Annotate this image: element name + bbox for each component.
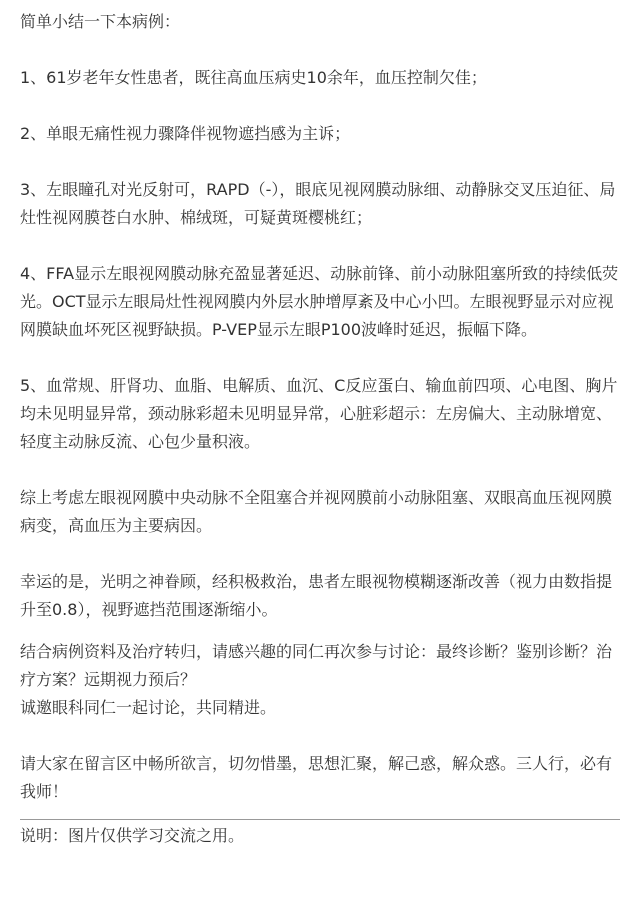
- invitation-text: 诚邀眼科同仁一起讨论，共同精进。: [20, 698, 277, 717]
- spacer: [20, 456, 620, 484]
- summary-heading: 简单小结一下本病例：: [20, 12, 181, 31]
- article-body: [20, 8, 620, 850]
- diagnosis-summary: 综上考虑左眼视网膜中央动脉不全阻塞合并视网膜前小动脉阻塞、双眼高血压视网膜病变，高血压为主要病因。: [20, 488, 613, 535]
- spacer: [20, 92, 620, 120]
- case-point-2: 2、单眼无痛性视力骤降伴视物遮挡感为主诉；: [20, 124, 351, 143]
- spacer: [20, 344, 620, 372]
- case-point-3: 3、左眼瞳孔对光反射可，RAPD（-），眼底见视网膜动脉细、动静脉交叉压迫征、局灶性视网膜苍白水肿、棉绒斑，可疑黄斑樱桃红；: [20, 180, 616, 227]
- divider: [20, 819, 620, 820]
- closing-text: 请大家在留言区中畅所欲言，切勿惜墨，思想汇聚，解己惑，解众惑。三人行，必有我师！: [20, 754, 613, 801]
- disclaimer-note: 说明：图片仅供学习交流之用。: [20, 826, 245, 845]
- spacer: [20, 540, 620, 568]
- spacer: [20, 36, 620, 64]
- spacer: [20, 232, 620, 260]
- case-point-1: 1、61岁老年女性患者，既往高血压病史10余年，血压控制欠佳；: [20, 68, 487, 87]
- spacer: [20, 722, 620, 750]
- case-point-4: 4、FFA显示左眼视网膜动脉充盈显著延迟、动脉前锋、前小动脉阻塞所致的持续低荧光。OCT显示左眼局灶性视网膜内外层水肿增厚紊及中心小凹。左眼视野显示对应视网膜缺血坏死区视野缺损。P-VEP显示左眼P100波峰时延迟，振幅下降。: [20, 264, 619, 339]
- treatment-outcome: 幸运的是，光明之神眷顾，经积极救治，患者左眼视物模糊逐渐改善（视力由数指提升至0.8），视野遮挡范围逐渐缩小。: [20, 572, 613, 619]
- spacer: [20, 148, 620, 176]
- discussion-prompt: 结合病例资料及治疗转归，请感兴趣的同仁再次参与讨论：最终诊断？鉴别诊断？治疗方案？远期视力预后？: [20, 642, 613, 689]
- case-point-5: 5、血常规、肝肾功、血脂、电解质、血沉、C反应蛋白、输血前四项、心电图、胸片均未见明显异常，颈动脉彩超未见明显异常，心脏彩超示：左房偏大、主动脉增宽、轻度主动脉反流、心包少量积液。: [20, 376, 618, 451]
- spacer: [20, 624, 620, 638]
